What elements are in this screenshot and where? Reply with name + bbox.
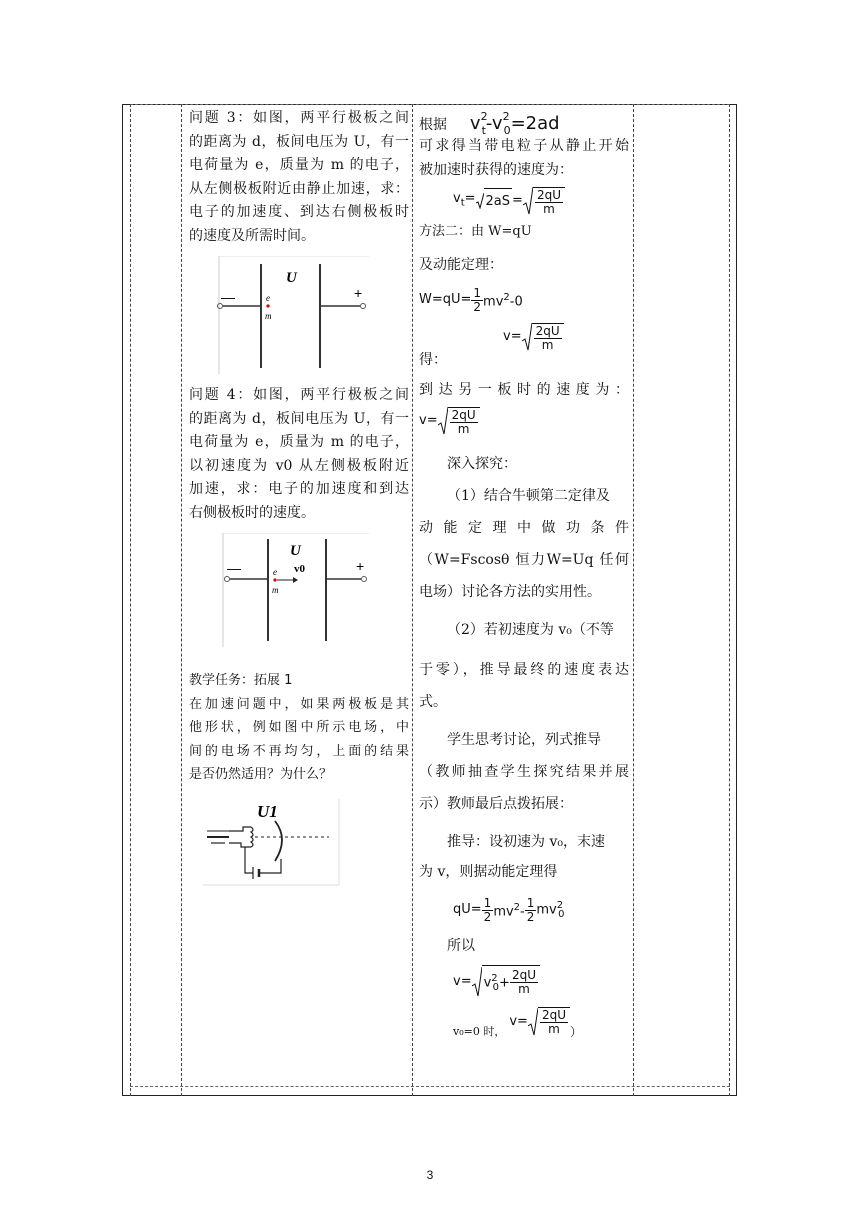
text-line: 得： xyxy=(419,352,447,368)
minus-sign: — xyxy=(227,560,241,576)
task-title: 教学任务：拓展 1 xyxy=(189,673,293,688)
filament xyxy=(251,827,253,847)
plus-sign: + xyxy=(354,285,363,301)
column-divider xyxy=(729,104,730,1096)
parallel-plates-initial-velocity-figure xyxy=(189,533,409,651)
formula-line xyxy=(419,107,629,135)
text-line: 电子的加速度、到达右侧极板时 xyxy=(189,204,409,220)
formula-v0-zero: v₀=0 时， v= $\frac{2qU}{m}$ ） xyxy=(453,1008,582,1039)
text-line: 是否仍然适用？为什么？ xyxy=(189,767,333,782)
text-line: 及动能定理： xyxy=(419,256,503,273)
charge-label: e xyxy=(266,293,270,303)
text-line: 的距离为 d，板间电压为 U，有一 xyxy=(189,133,409,150)
equals: = xyxy=(512,193,523,209)
text-line: 从左侧极板附近由静止加速，求： xyxy=(189,180,409,197)
plus-sign: + xyxy=(356,558,365,574)
kinematics-equation: $v^2_t-v^2_0=2ad$ xyxy=(469,110,560,137)
column-divider xyxy=(130,104,131,1096)
section-heading: 深入探究： xyxy=(447,456,517,472)
label-text: 根据 xyxy=(419,117,447,133)
text-line: 的距离为 d，板间电压为 U，有一 xyxy=(189,410,409,427)
page-number: 3 xyxy=(426,1168,434,1182)
text-line: 方法二：由 W=qU xyxy=(419,224,532,239)
column-divider xyxy=(412,104,413,1096)
text-line: 式。 xyxy=(419,694,447,710)
text-line: 在加速问题中，如果两极板是其 xyxy=(189,696,409,712)
text-line: 推导：设初速为 v₀，末速 xyxy=(447,834,605,850)
text-line: 加速，求：电子的加速度和到达 xyxy=(189,481,409,497)
text-line: 问题 4：如图，两平行极板之间 xyxy=(189,387,409,403)
parallel-plates-figure xyxy=(189,256,409,378)
charge-label: e xyxy=(273,567,277,577)
table-top-dashed-line xyxy=(130,104,730,105)
text-line: 示）教师最后点拨拓展： xyxy=(419,796,573,812)
text-line: 电场）讨论各方法的实用性。 xyxy=(419,584,601,600)
anode xyxy=(275,821,282,861)
text-line: 他形状，例如图中所示电场，中 xyxy=(189,720,409,735)
wire xyxy=(259,859,281,873)
formula-work-energy: W=qU= $\frac{1}{2}$ $mv^2-0$ xyxy=(419,285,523,314)
text-line: 到达另一板时的速度为： xyxy=(419,381,629,398)
text-line: 所以 xyxy=(447,938,475,954)
text-line: 右侧极板时的速度。 xyxy=(189,504,315,521)
text-line: 问题 3：如图，两平行极板之间 xyxy=(189,110,409,126)
text-line: 学生思考讨论，列式推导 xyxy=(447,732,601,748)
voltage-label: U xyxy=(286,270,297,286)
text-line: （2）若初速度为 v₀（不等 xyxy=(447,622,614,638)
text-line: 电荷量为 e，质量为 m 的电子， xyxy=(189,434,409,450)
text-line: 的速度及所需时间。 xyxy=(189,227,315,244)
text-line: （W=Fscosθ 恒力W=Uq 任何 xyxy=(419,552,629,568)
problem-3 xyxy=(189,107,409,248)
formula-v-arrive: v= $\frac{2qU}{m}$ xyxy=(419,402,629,440)
text-line: 电荷量为 e，质量为 m 的电子， xyxy=(189,157,409,173)
electron-dot xyxy=(273,578,276,581)
wire xyxy=(229,827,251,831)
text-line: 为 v，则据动能定理得 xyxy=(419,864,558,880)
formula-v: v= $\frac{2qU}{m}$ xyxy=(419,317,629,357)
wire xyxy=(229,843,251,847)
formula-velocity: $v_t=$ 2aS = $\frac{2qU}{m}$ xyxy=(419,182,629,220)
formula-energy-theorem: qU= $\frac{1}{2}$ $mv^2-$ $\frac{1}{2}$ $mv^2_0$ xyxy=(453,895,565,924)
velocity-arrow-head xyxy=(293,577,298,583)
text-line: （1）结合牛顿第二定律及 xyxy=(447,488,610,504)
terminal-right xyxy=(361,304,366,309)
terminal-right xyxy=(362,577,367,582)
text-line: 被加速时获得的速度为： xyxy=(419,161,573,178)
formula-final-velocity: v= $v^2_0+$ $\frac{2qU}{m}$ xyxy=(419,962,629,1002)
nonuniform-field-figure xyxy=(189,799,409,891)
text-line: 以初速度为 v0 从左侧极板附近 xyxy=(189,457,409,474)
table-bottom-dashed-line xyxy=(130,1086,730,1087)
wire xyxy=(245,847,253,873)
solutions-column xyxy=(419,107,629,1040)
teaching-task xyxy=(189,669,409,787)
mass-label: m xyxy=(272,585,279,595)
velocity-label: v0 xyxy=(294,563,305,575)
text-line: 动能定理中做功条件 xyxy=(419,520,629,536)
problem-4 xyxy=(189,384,409,525)
voltage-label: U1 xyxy=(257,801,278,821)
sqrt-2qU-over-m: $\frac{2qU}{m}$ xyxy=(523,187,565,216)
text-line: 间的电场不再均匀，上面的结果 xyxy=(189,743,409,759)
mass-label: m xyxy=(265,311,272,321)
text-line: （教师抽查学生探究结果并展 xyxy=(419,764,629,780)
column-divider xyxy=(181,104,182,1096)
text-line: 可求得当带电粒子从静止开始 xyxy=(419,138,629,154)
electron-dot xyxy=(266,304,269,307)
minus-sign: — xyxy=(221,289,235,305)
voltage-label: U xyxy=(290,543,301,559)
sqrt-2aS: 2aS xyxy=(476,188,513,214)
terminal-left xyxy=(225,577,230,582)
problems-column xyxy=(189,107,409,891)
text-line: 于零），推导最终的速度表达 xyxy=(419,662,629,678)
column-divider xyxy=(633,104,634,1096)
terminal-left xyxy=(218,304,223,309)
